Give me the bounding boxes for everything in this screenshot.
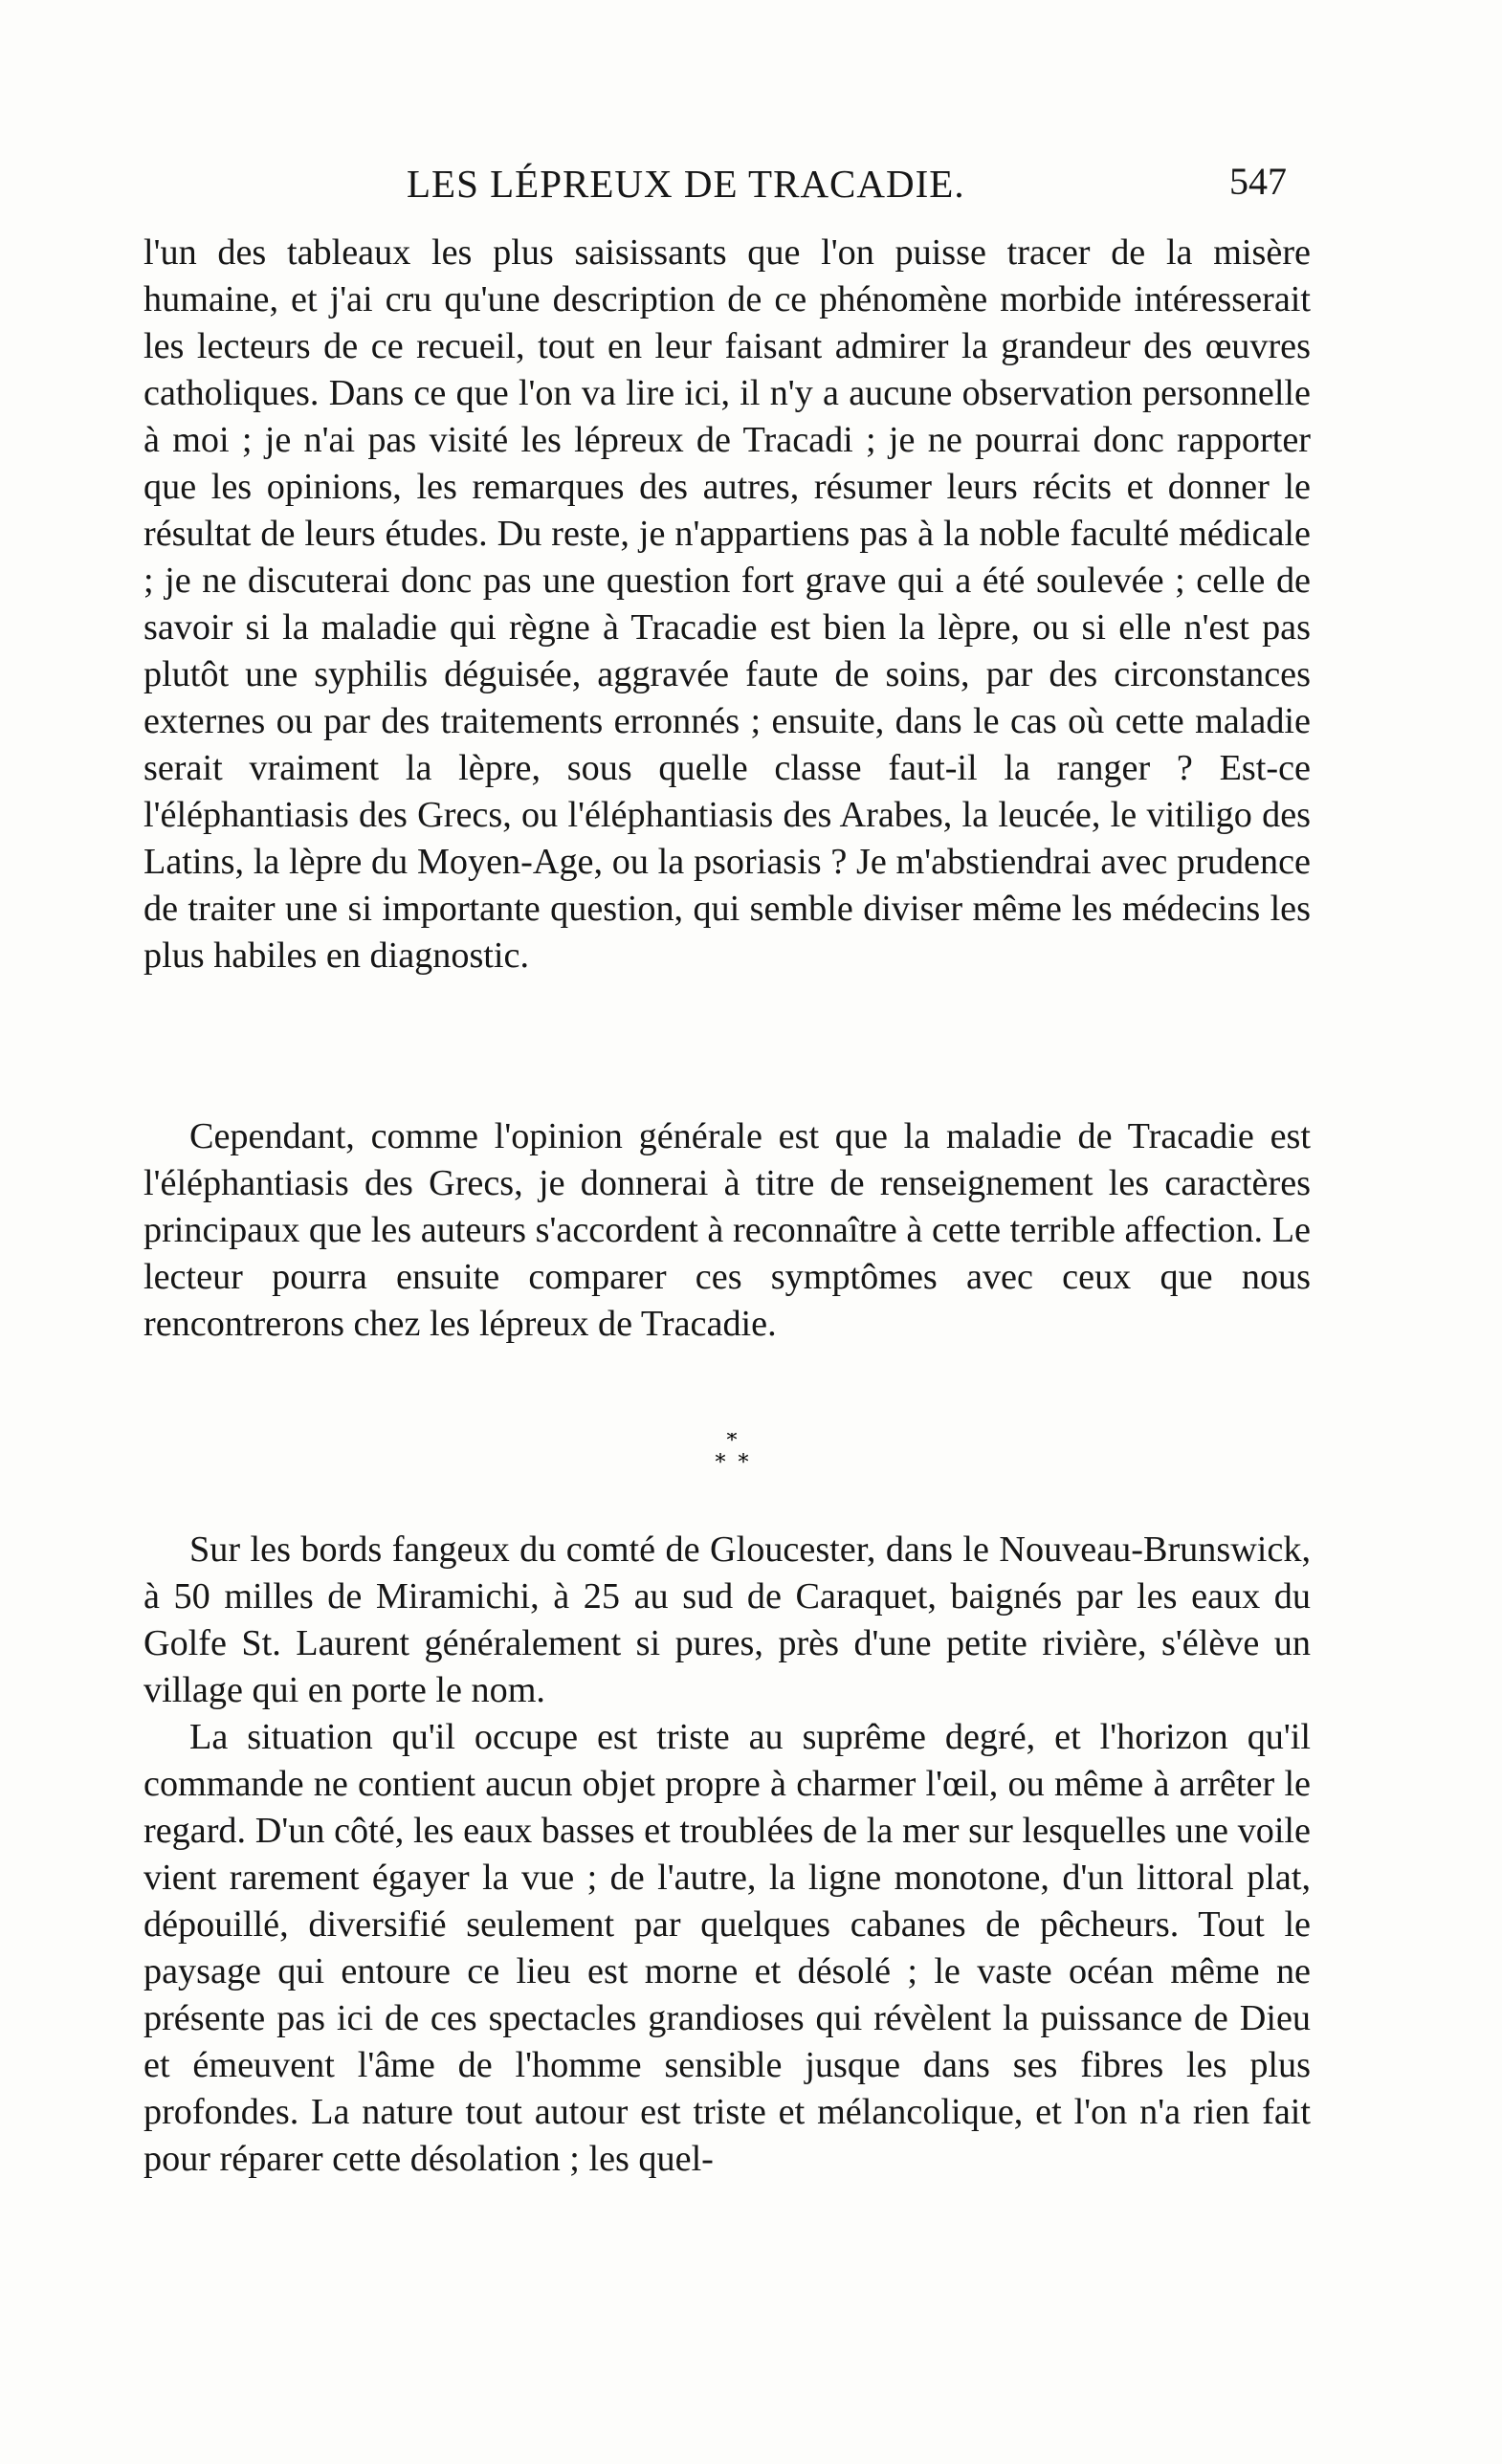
paragraph-la-situation: La situation qu'il occupe est triste au suprême degré, et l'horizon qu'il commande ne contient aucun objet propre à charmer l'œil, ou même à arrêter le regard. D'un côté, les eaux basses et troublées de la mer sur lesquelles une voile vient rarement égayer la vue ; de l'autre, la ligne monotone, d'un littoral plat, dépouillé, diversifié seulement par quelques cabanes de pêcheurs. Tout le paysage qui entoure ce lieu est morne et désolé ; le vaste océan même ne présente pas ici de ces spectacles grandioses qui révèlent la puissance de Dieu et émeuvent l'âme de l'homme sensible jusque dans ses fibres les plus profondes. La nature tout autour est triste et mélancolique, et l'on n'a rien fait pour réparer cette désolation ; les quel-: [144, 1717, 1311, 2179]
page-number: 547: [1229, 160, 1287, 203]
svg-text:*: *: [726, 1433, 738, 1453]
paragraph-sur-les-bords: Sur les bords fangeux du comté de Gloucester, dans le Nouveau-Brunswick, à 50 milles de Miramichi, à 25 au sud de Caraquet, baignés par les eaux du Golfe St. Laurent généralement si pures, près d'une petite rivière, s'élève un village qui en porte le nom.: [144, 1529, 1311, 1710]
running-head: [407, 161, 1287, 218]
asterism-section-break: [703, 1433, 761, 1477]
svg-text:*: *: [715, 1451, 726, 1475]
text-block-cependant: [144, 1113, 1311, 1348]
running-title: LES LÉPREUX DE TRACADIE.: [407, 162, 965, 206]
text-block-bottom: [144, 1527, 1311, 2183]
svg-text:*: *: [738, 1451, 749, 1475]
paragraph-cependant: Cependant, comme l'opinion générale est que la maladie de Tracadie est l'éléphantiasis des Grecs, je donnerai à titre de renseignement les caractères principaux que les auteurs s'accordent à reconnaître à cette terrible affection. Le lecteur pourra ensuite comparer ces symptômes avec ceux que nous rencontrerons chez les lépreux de Tracadie.: [144, 1116, 1311, 1344]
paragraph-continued: l'un des tableaux les plus saisissants que l'on puisse tracer de la misère humaine, et j'ai cru qu'une description de ce phénomène morbide intéresserait les lecteurs de ce recueil, tout en leur faisant admirer la grandeur des œuvres catholiques. Dans ce que l'on va lire ici, il n'y a aucune observation personnelle à moi ; je n'ai pas visité les lépreux de Tracadi ; je ne pourrai donc rapporter que les opinions, les remarques des autres, résumer leurs récits et donner le résultat de leurs études. Du reste, je n'appartiens pas à la noble faculté médicale ; je ne discuterai donc pas une question fort grave qui a été soulevée ; celle de savoir si la maladie qui règne à Tracadie est bien la lèpre, ou si elle n'est pas plutôt une syphilis déguisée, aggravée faute de soins, par des circonstances externes ou par des traitements erronnés ; ensuite, dans le cas où cette maladie serait vraiment la lèpre, sous quelle classe faut-il la ranger ? Est-ce l'éléphantiasis des Grecs, ou l'éléphantiasis des Arabes, la leucée, le vitiligo des Latins, la lèpre du Moyen-Age, ou la psoriasis ? Je m'abstiendrai avec prudence de traiter une si importante question, qui semble diviser même les médecins les plus habiles en diagnostic.: [144, 232, 1311, 976]
text-block-top: [144, 230, 1311, 979]
